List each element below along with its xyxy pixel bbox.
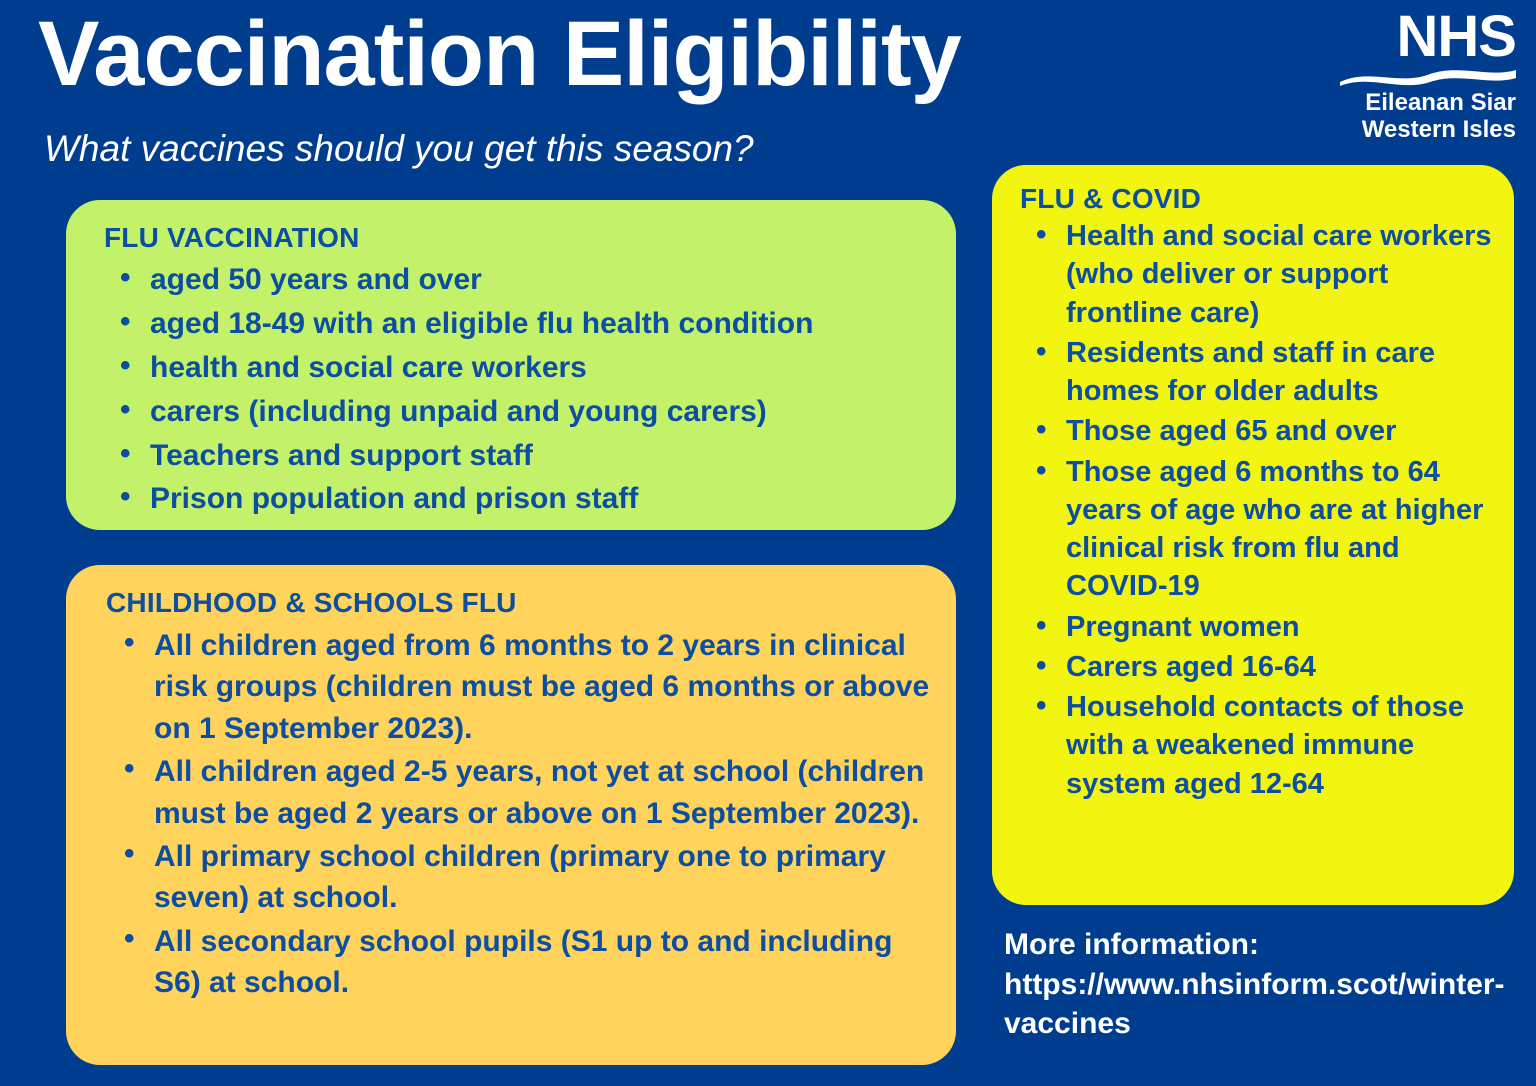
list-item: • aged 50 years and over <box>150 260 930 300</box>
list-item: • All primary school children (primary one to primary seven) at school. <box>154 836 930 919</box>
list-item: • Household contacts of those with a weakened immune system aged 12-64 <box>1066 688 1494 803</box>
list-item: • carers (including unpaid and young carers) <box>150 392 930 432</box>
page-subtitle: What vaccines should you get this season? <box>44 128 754 169</box>
nhs-wordmark: NHS <box>1396 4 1516 69</box>
nhs-logo <box>1326 4 1516 144</box>
page-title: Vaccination Eligibility <box>38 3 961 105</box>
list-item: • Pregnant women <box>1066 608 1494 646</box>
card-childhood-list <box>92 625 930 1004</box>
list-item: • All secondary school pupils (S1 up to and including S6) at school. <box>154 921 930 1004</box>
card-childhood-schools-flu <box>66 565 956 1065</box>
more-information-text: More information: https://www.nhsinform.scot/winter-vaccines <box>1004 928 1505 1041</box>
card-flu-vaccination <box>66 200 956 530</box>
nhs-board-name-english: Western Isles <box>1361 115 1516 143</box>
card-flucovid-list <box>1012 217 1494 803</box>
list-item: • Health and social care workers (who deliver or support frontline care) <box>1066 217 1494 332</box>
list-item: • Carers aged 16-64 <box>1066 648 1494 686</box>
card-flucovid-heading: FLU & COVID <box>1020 183 1202 214</box>
list-item: • All children aged from 6 months to 2 years in clinical risk groups (children must be aged 6 months or above on 1 September 2023). <box>154 625 930 749</box>
swoosh-icon <box>1340 68 1516 86</box>
list-item: • aged 18-49 with an eligible flu health condition <box>150 304 930 344</box>
list-item: • Prison population and prison staff <box>150 479 930 519</box>
list-item: • Teachers and support staff <box>150 436 930 476</box>
list-item: • Those aged 65 and over <box>1066 412 1494 450</box>
list-item: • Those aged 6 months to 64 years of age who are at higher clinical risk from flu and COVID-19 <box>1066 453 1494 606</box>
list-item: • All children aged 2-5 years, not yet at school (children must be aged 2 years or above on 1 September 2023). <box>154 751 930 834</box>
card-flu-and-covid <box>992 165 1514 905</box>
list-item: • health and social care workers <box>150 348 930 388</box>
card-flu-heading: FLU VACCINATION <box>104 222 360 253</box>
list-item: • Residents and staff in care homes for older adults <box>1066 334 1494 411</box>
card-flu-list <box>92 260 930 519</box>
nhs-board-name-gaelic: Eileanan Siar <box>1365 89 1516 116</box>
card-childhood-heading: CHILDHOOD & SCHOOLS FLU <box>106 587 517 618</box>
